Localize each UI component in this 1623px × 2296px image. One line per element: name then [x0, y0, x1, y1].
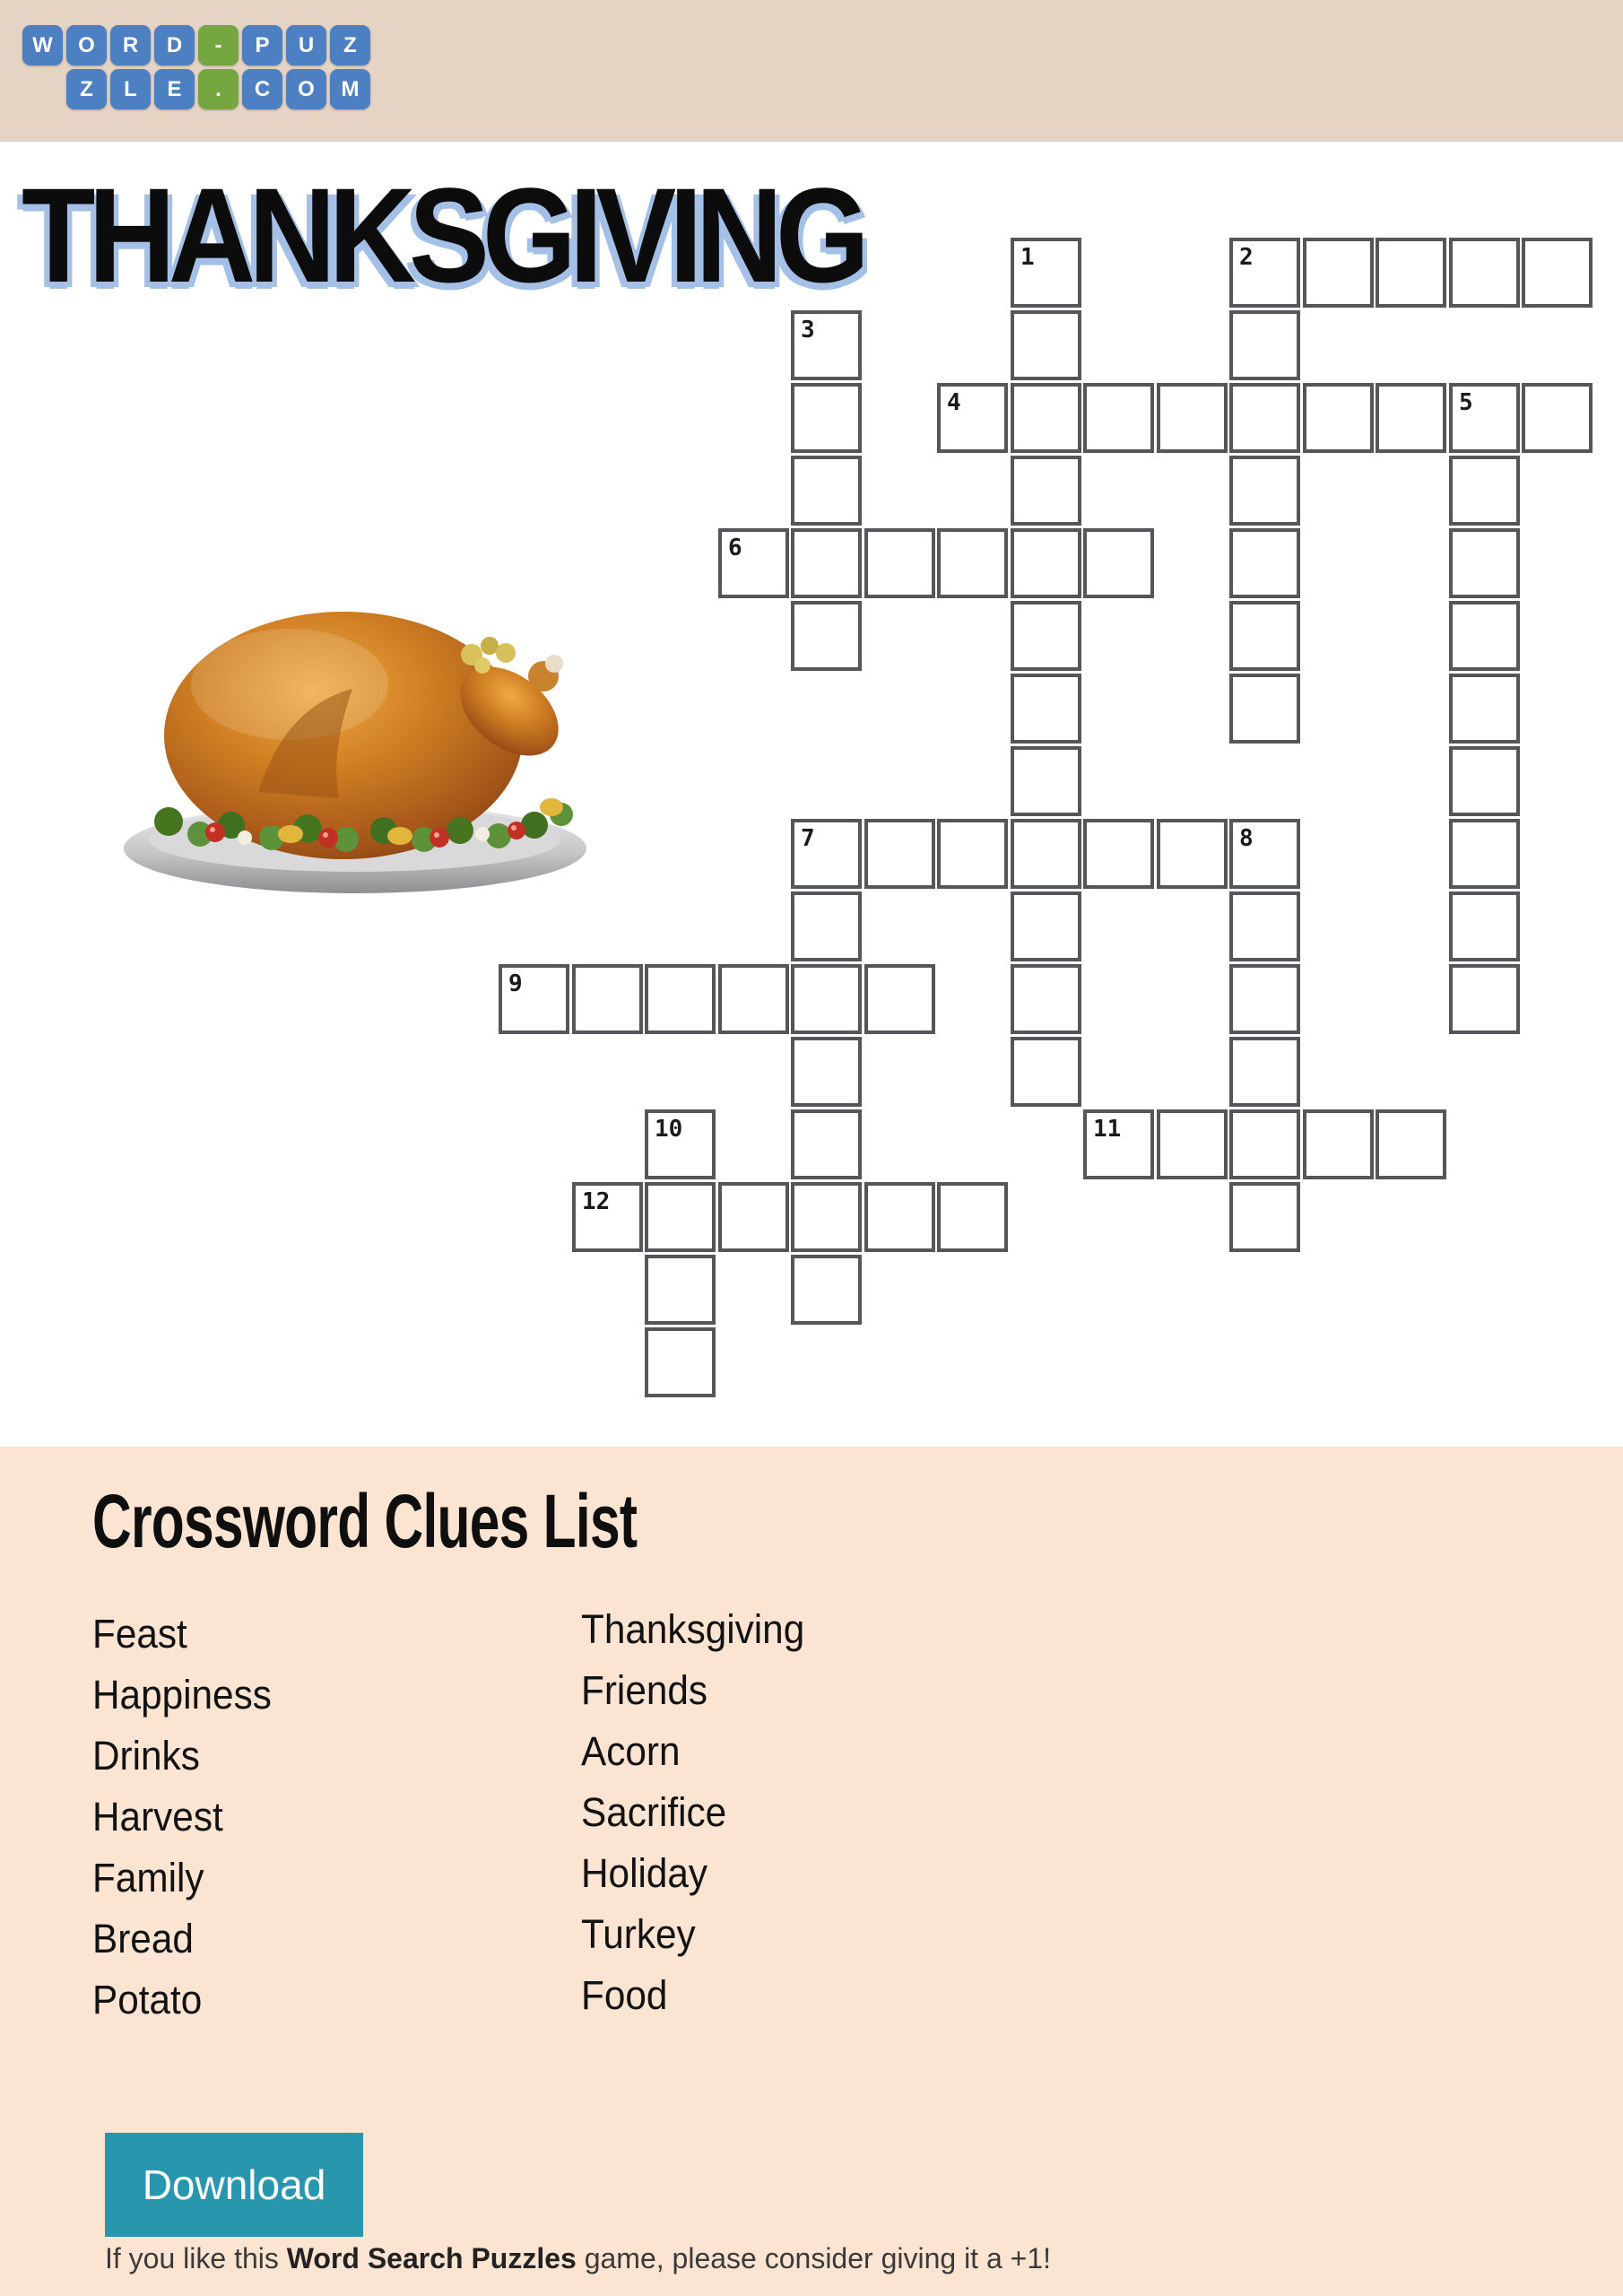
clue-item: Potato	[92, 1977, 203, 2022]
grid-cell	[937, 1182, 1008, 1252]
clue-item: Acorn	[581, 1728, 681, 1774]
grid-cell	[791, 528, 862, 598]
grid-cell	[1011, 891, 1081, 961]
grid-cell	[1011, 964, 1081, 1034]
grid-cell	[791, 601, 862, 671]
grid-cell	[937, 383, 1008, 453]
logo-tile: O	[286, 69, 326, 109]
grid-cell	[718, 964, 789, 1034]
clue-item: Drinks	[92, 1733, 200, 1779]
grid-cell	[1522, 383, 1593, 453]
grid-cell	[572, 964, 643, 1034]
footer-note	[105, 2242, 1450, 2275]
grid-cell	[1083, 1109, 1154, 1179]
grid-cell	[1011, 528, 1081, 598]
cell-number: 5	[1459, 389, 1473, 416]
grid-cell	[1229, 819, 1300, 889]
grid-cell	[1229, 456, 1300, 526]
grid-cell	[791, 1182, 862, 1252]
grid-cell	[718, 1182, 789, 1252]
grid-cell	[572, 1182, 643, 1252]
grid-cell	[1376, 1109, 1446, 1179]
page-title: THANKSGIVING	[22, 160, 863, 310]
logo-tile: C	[242, 69, 282, 109]
grid-cell	[718, 528, 789, 598]
clue-item: Turkey	[581, 1911, 696, 1957]
grid-cell	[1522, 238, 1593, 308]
grid-cell	[1449, 891, 1520, 961]
download-button[interactable]	[105, 2133, 363, 2237]
turkey-image	[115, 599, 603, 900]
grid-cell	[1303, 238, 1374, 308]
grid-cell	[1449, 238, 1520, 308]
grid-cell	[1303, 1109, 1374, 1179]
grid-cell	[645, 1327, 716, 1397]
grid-cell	[1449, 819, 1520, 889]
grid-cell	[1229, 601, 1300, 671]
grid-cell	[645, 1109, 716, 1179]
grid-cell	[1229, 1037, 1300, 1107]
grid-cell	[1011, 383, 1081, 453]
grid-cell	[1376, 238, 1446, 308]
grid-cell	[1011, 674, 1081, 744]
cell-number: 10	[655, 1116, 683, 1143]
footer-note-suffix: game, please consider giving it a +1!	[576, 2242, 1052, 2274]
grid-cell	[1449, 456, 1520, 526]
cell-number: 2	[1239, 244, 1254, 271]
clues-column-left	[92, 1604, 272, 2031]
grid-cell	[864, 1182, 935, 1252]
grid-cell	[645, 1255, 716, 1325]
logo-row	[66, 69, 374, 109]
grid-cell	[791, 456, 862, 526]
logo-tile: U	[286, 25, 326, 65]
logo-tile: Z	[330, 25, 370, 65]
clue-item: Happiness	[92, 1672, 272, 1718]
grid-cell	[1157, 1109, 1228, 1179]
grid-cell	[791, 383, 862, 453]
logo-tile: P	[242, 25, 282, 65]
grid-cell	[1449, 383, 1520, 453]
logo-tile: Z	[66, 69, 107, 109]
download-button-label: Download	[142, 2161, 326, 2208]
grid-cell	[864, 528, 935, 598]
logo-tile: E	[154, 69, 195, 109]
grid-cell	[1449, 528, 1520, 598]
grid-cell	[1449, 601, 1520, 671]
header-bar	[0, 0, 1623, 142]
grid-cell	[1011, 819, 1081, 889]
clues-column-right	[581, 1599, 804, 2026]
grid-cell	[791, 819, 862, 889]
cell-number: 12	[582, 1188, 611, 1215]
grid-cell	[1229, 674, 1300, 744]
logo-row	[22, 25, 374, 65]
grid-cell	[1449, 746, 1520, 816]
logo-tile: .	[198, 69, 239, 109]
grid-cell	[1011, 238, 1081, 308]
grid-cell	[1303, 383, 1374, 453]
grid-cell	[1229, 891, 1300, 961]
logo-tile: D	[154, 25, 195, 65]
grid-cell	[864, 819, 935, 889]
grid-cell	[791, 310, 862, 380]
grid-cell	[791, 891, 862, 961]
grid-cell	[1229, 964, 1300, 1034]
footer-note-bold: Word Search Puzzles	[286, 2242, 577, 2274]
grid-cell	[937, 528, 1008, 598]
grid-cell	[791, 1255, 862, 1325]
footer-note-prefix: If you like this	[105, 2242, 287, 2274]
grid-cell	[1449, 964, 1520, 1034]
cell-number: 6	[728, 535, 742, 561]
grid-cell	[1011, 601, 1081, 671]
site-logo[interactable]	[22, 25, 374, 113]
grid-cell	[1083, 819, 1154, 889]
cell-number: 4	[947, 389, 961, 416]
grid-cell	[1229, 383, 1300, 453]
logo-tile: R	[110, 25, 151, 65]
clue-item: Thanksgiving	[581, 1606, 805, 1652]
clue-item: Feast	[92, 1611, 187, 1657]
grid-cell	[1083, 528, 1154, 598]
grid-cell	[1011, 456, 1081, 526]
grid-cell	[499, 964, 569, 1034]
logo-tile: W	[22, 25, 63, 65]
clues-heading: Crossword Clues List	[92, 1479, 638, 1563]
grid-cell	[1229, 1109, 1300, 1179]
grid-cell	[937, 819, 1008, 889]
grid-cell	[1157, 383, 1228, 453]
clue-item: Bread	[92, 1916, 194, 1961]
cell-number: 8	[1239, 825, 1254, 852]
logo-tile: -	[198, 25, 239, 65]
clue-item: Food	[581, 1972, 668, 2018]
clue-item: Holiday	[581, 1850, 708, 1896]
clue-item: Harvest	[92, 1794, 223, 1839]
grid-cell	[791, 1109, 862, 1179]
logo-tile: M	[330, 69, 370, 109]
cell-number: 11	[1093, 1116, 1122, 1143]
grid-cell	[1229, 1182, 1300, 1252]
cell-number: 9	[508, 970, 523, 997]
grid-cell	[791, 964, 862, 1034]
grid-cell	[1376, 383, 1446, 453]
cell-number: 1	[1020, 244, 1035, 271]
logo-tile: O	[66, 25, 107, 65]
clue-item: Sacrifice	[581, 1789, 727, 1835]
grid-cell	[1011, 746, 1081, 816]
grid-cell	[1229, 238, 1300, 308]
grid-cell	[645, 964, 716, 1034]
grid-cell	[1083, 383, 1154, 453]
grid-cell	[1157, 819, 1228, 889]
clue-item: Family	[92, 1855, 204, 1900]
cell-number: 3	[801, 317, 815, 344]
logo-tile: L	[110, 69, 151, 109]
grid-cell	[864, 964, 935, 1034]
grid-cell	[1229, 310, 1300, 380]
grid-cell	[1011, 310, 1081, 380]
clue-item: Friends	[581, 1667, 708, 1713]
grid-cell	[1229, 528, 1300, 598]
cell-number: 7	[801, 825, 815, 852]
grid-cell	[1011, 1037, 1081, 1107]
grid-cell	[1449, 674, 1520, 744]
grid-cell	[791, 1037, 862, 1107]
grid-cell	[645, 1182, 716, 1252]
